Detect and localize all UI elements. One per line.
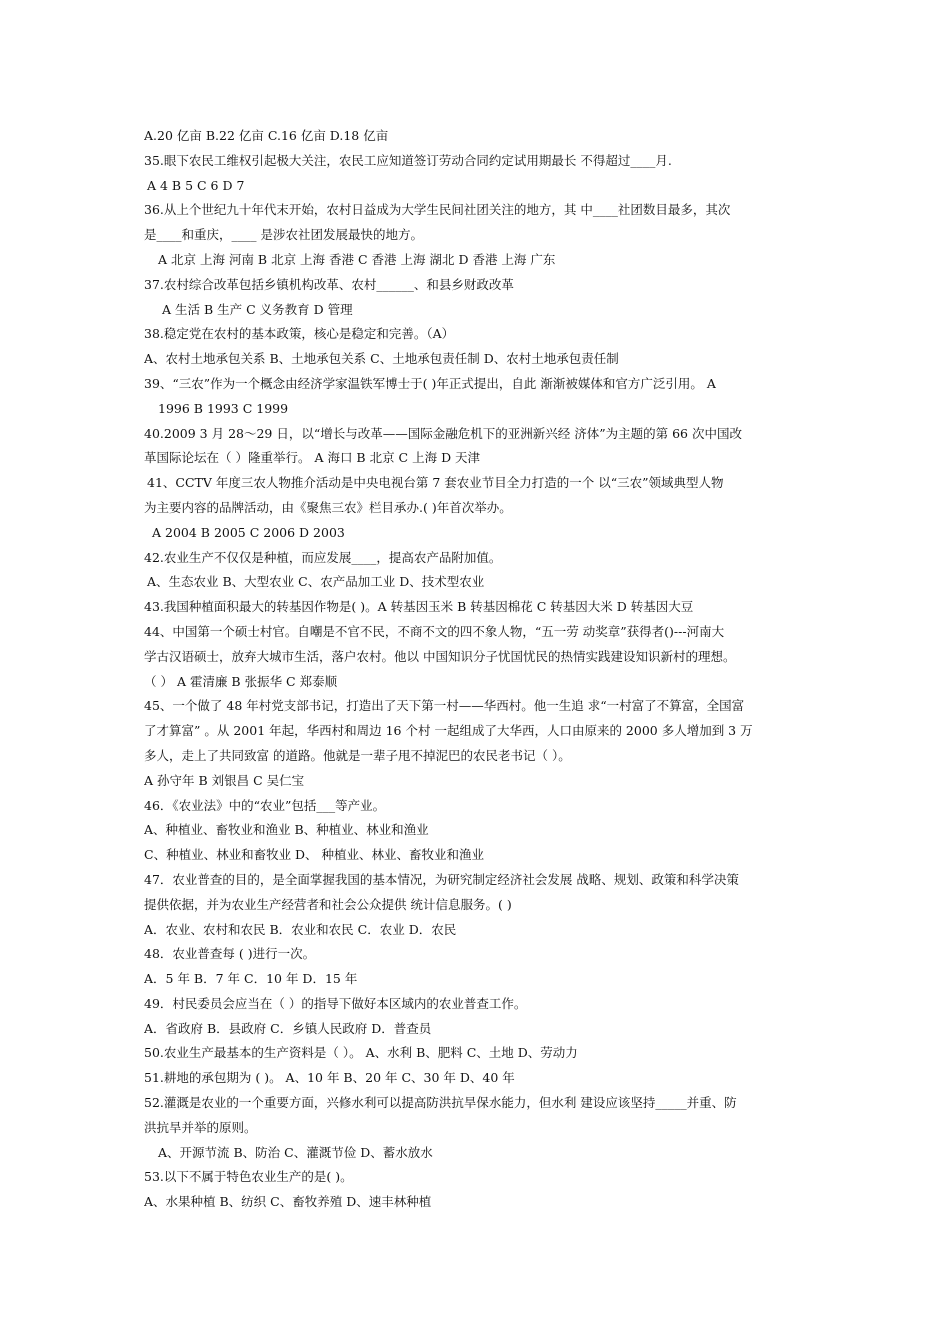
question-50: 50.农业生产最基本的生产资料是（ ）。 A、水利 B、肥料 C、土地 D、劳动力 (144, 1045, 578, 1061)
document-body (144, 124, 810, 1215)
question-46-options: C、种植业、林业和畜牧业 D、 种植业、林业、畜牧业和渔业 (144, 847, 485, 863)
question-44-cont: 学古汉语硕士，放弃大城市生活，落户农村。他以 中国知识分子忧国忧民的热情实践建设知识新村的理想。 (144, 648, 736, 664)
question-45-cont: 多人，走上了共同致富 的道路。他就是一辈子甩不掉泥巴的农民老书记（ ）。 (144, 747, 571, 763)
question-53: 53.以下不属于特色农业生产的是( )。 (144, 1169, 353, 1185)
question-36-cont: 是____和重庆，____ 是涉农社团发展最快的地方。 (144, 227, 423, 243)
question-52-cont: 洪抗旱并举的原则。 (144, 1119, 257, 1135)
question-47: 47．农业普查的目的，是全面掌握我国的基本情况，为研究制定经济社会发展 战略、规划、政策和科学决策 (144, 871, 739, 887)
question-51: 51.耕地的承包期为 ( )。 A、10 年 B、20 年 C、30 年 D、40 年 (144, 1070, 515, 1086)
question-53-options: A、水果种植 B、纺织 C、畜牧养殖 D、速丰林种植 (144, 1194, 432, 1210)
question-47-cont: 提供依据，并为农业生产经营者和社会公众提供 统计信息服务。( ) (144, 896, 512, 912)
question-42: 42.农业生产不仅仅是种植，而应发展____，提高农产品附加值。 (144, 549, 502, 565)
question-38: 38.稳定党在农村的基本政策，核心是稳定和完善。（A） (144, 326, 455, 342)
question-52: 52.灌溉是农业的一个重要方面，兴修水利可以提高防洪抗旱保水能力，但水利 建设应该坚持_____并重、防 (144, 1095, 737, 1111)
question-35-options: A 4 B 5 C 6 D 7 (147, 177, 245, 193)
question-40: 40.2009 3 月 28～29 日，以“增长与改革——国际金融危机下的亚洲新兴经 济体”为主题的第 66 次中国改 (144, 425, 742, 441)
question-37-options: A 生活 B 生产 C 义务教育 D 管理 (162, 301, 353, 317)
question-36-options: A 北京 上海 河南 B 北京 上海 香港 C 香港 上海 湖北 D 香港 上海 广东 (158, 251, 556, 267)
question-44-options: （ ） A 霍清廉 B 张振华 C 郑泰顺 (144, 673, 338, 689)
question-42-options: A、生态农业 B、大型农业 C、农产品加工业 D、技术型农业 (147, 574, 485, 590)
question-39: 39、“三农”作为一个概念由经济学家温铁军博士于( )年正式提出，自此 渐渐被媒体和官方广泛引用。 A (144, 375, 716, 391)
question-37: 37.农村综合改革包括乡镇机构改革、农村______、和县乡财政改革 (144, 276, 514, 292)
question-45-cont: 了才算富” 。从 2001 年起，华西村和周边 16 个村 一起组成了大华西，人口由原来的 2000 多人增加到 3 万 (144, 723, 753, 739)
question-49: 49．村民委员会应当在（ ）的指导下做好本区域内的农业普查工作。 (144, 995, 527, 1011)
question-41-cont: 为主要内容的品牌活动，由《聚焦三农》栏目承办.( )年首次举办。 (144, 499, 512, 515)
question-36: 36.从上个世纪九十年代末开始，农村日益成为大学生民间社团关注的地方，其 中____社团数目最多，其次 (144, 202, 731, 218)
text-line: A.20 亿亩 B.22 亿亩 C.16 亿亩 D.18 亿亩 (144, 128, 389, 143)
question-49-options: A．省政府 B．县政府 C．乡镇人民政府 D．普查员 (144, 1020, 432, 1036)
question-41-options: A 2004 B 2005 C 2006 D 2003 (152, 524, 345, 540)
question-40-cont: 革国际论坛在（ ）隆重举行。 A 海口 B 北京 C 上海 D 天津 (144, 450, 481, 466)
question-45-options: A 孙守年 B 刘银昌 C 吴仁宝 (144, 772, 305, 788)
question-43: 43.我国种植面积最大的转基因作物是( )。A 转基因玉米 B 转基因棉花 C 转基因大米 D 转基因大豆 (144, 599, 694, 615)
question-48-options: A．5 年 B．7 年 C．10 年 D．15 年 (144, 971, 358, 987)
question-45: 45、一个做了 48 年村党支部书记，打造出了天下第一村——华西村。他一生追 求“一村富了不算富，全国富 (144, 698, 745, 714)
question-52-options: A、开源节流 B、防治 C、灌溉节俭 D、蓄水放水 (158, 1144, 433, 1160)
question-39-options: 1996 B 1993 C 1999 (158, 400, 289, 416)
question-44: 44、中国第一个硕士村官。自嘲是不官不民，不商不文的四不象人物，“五一劳 动奖章”获得者()---河南大 (144, 623, 725, 639)
question-47-options: A．农业、农村和农民 B．农业和农民 C．农业 D．农民 (144, 921, 457, 937)
question-48: 48．农业普查每 ( )进行一次。 (144, 946, 316, 962)
question-46-options: A、种植业、畜牧业和渔业 B、种植业、林业和渔业 (144, 822, 429, 838)
question-38-options: A、农村土地承包关系 B、土地承包关系 C、土地承包责任制 D、农村土地承包责任制 (144, 351, 619, 367)
question-41: 41、CCTV 年度三农人物推介活动是中央电视台第 7 套农业节目全力打造的一个 以“三农”领域典型人物 (147, 475, 724, 491)
question-35: 35.眼下农民工维权引起极大关注，农民工应知道签订劳动合同约定试用期最长 不得超过____月. (144, 152, 672, 168)
question-46: 46．《农业法》中的“农业”包括___等产业。 (144, 797, 386, 813)
